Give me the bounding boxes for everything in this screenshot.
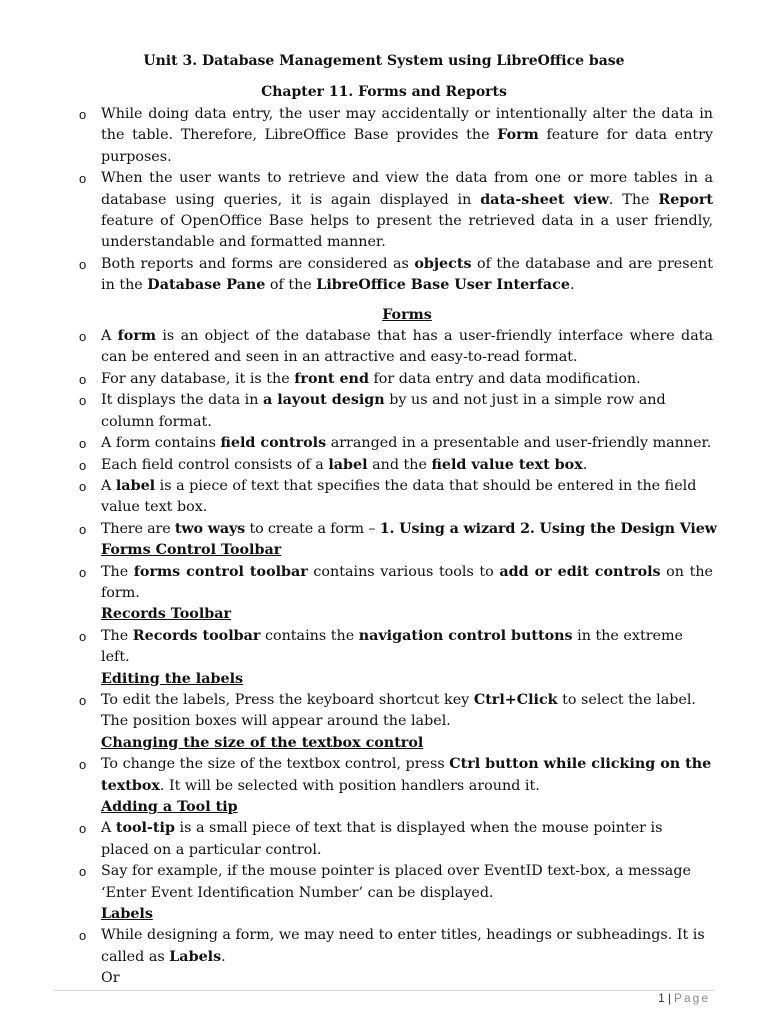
labels-heading: Labels: [101, 906, 153, 923]
records-toolbar-heading: Records Toolbar: [101, 606, 232, 623]
bullet-item: o Both reports and forms are considered as objects of the database and are present in the Database Pane of the LibreOffice Base User Interface.: [101, 254, 713, 297]
chapter-title: Chapter 11. Forms and Reports: [261, 84, 507, 100]
footer-separator: |: [667, 991, 671, 1005]
document-body: [101, 104, 717, 990]
bullet-item: o A form is an object of the database that has a user-friendly interface where data can be entered and seen in an attractive and easy-to-read format.: [101, 326, 713, 369]
bullet-item: o A label is a piece of text that specifies the data that should be entered in the field value text box.: [101, 476, 713, 519]
bullet-item: o While designing a form, we may need to enter titles, headings or subheadings. It is called as Labels.: [101, 925, 713, 968]
changing-size-heading: Changing the size of the textbox control: [101, 734, 424, 751]
bullet-item: o A tool-tip is a small piece of text that is displayed when the mouse pointer is placed on a particular control.: [101, 818, 713, 861]
forms-control-toolbar-heading: Forms Control Toolbar: [101, 542, 282, 559]
bullet-item: o A form contains field controls arranged in a presentable and user-friendly manner.: [101, 433, 713, 454]
forms-heading: Forms: [382, 306, 432, 323]
bullet-item: o Say for example, if the mouse pointer is placed over EventID text-box, a message ‘Enter Event Identification Number’ can be displayed.: [101, 861, 713, 904]
bullet-item: o There are two ways to create a form – 1. Using a wizard 2. Using the Design View: [101, 519, 713, 540]
bullet-item: o It displays the data in a layout design by us and not just in a simple row and column format.: [101, 390, 713, 433]
footer-divider: [54, 990, 714, 991]
editing-labels-heading: Editing the labels: [101, 670, 244, 687]
bullet-item: o To edit the labels, Press the keyboard shortcut key Ctrl+Click to select the label. The position boxes will appear around the label.: [101, 690, 713, 733]
page-word: Page: [673, 991, 710, 1005]
trailing-text: Or: [101, 970, 120, 987]
bullet-item: o While doing data entry, the user may accidentally or intentionally alter the data in the table. Therefore, LibreOffice Base provides the Form feature for data entry purposes.: [101, 104, 713, 168]
bullet-item: o When the user wants to retrieve and view the data from one or more tables in a database using queries, it is again displayed in data-sheet view. The Report feature of OpenOffice Base helps to present the retrieved data in a user friendly, understandable and formatted manner.: [101, 168, 713, 254]
bullet-item: o The Records toolbar contains the navigation control buttons in the extreme left.: [101, 626, 713, 669]
page-footer: [658, 991, 710, 1005]
unit-title: Unit 3. Database Management System using LibreOffice base: [143, 53, 625, 69]
page-number: 1: [658, 991, 665, 1005]
bullet-item: o Each field control consists of a label and the field value text box.: [101, 455, 713, 476]
adding-tooltip-heading: Adding a Tool tip: [101, 799, 238, 815]
bullet-item: o The forms control toolbar contains various tools to add or edit controls on the form.: [101, 562, 713, 605]
bullet-item: o For any database, it is the front end for data entry and data modification.: [101, 369, 713, 390]
bullet-item: o To change the size of the textbox control, press Ctrl button while clicking on the textbox. It will be selected with position handlers around it.: [101, 754, 713, 797]
